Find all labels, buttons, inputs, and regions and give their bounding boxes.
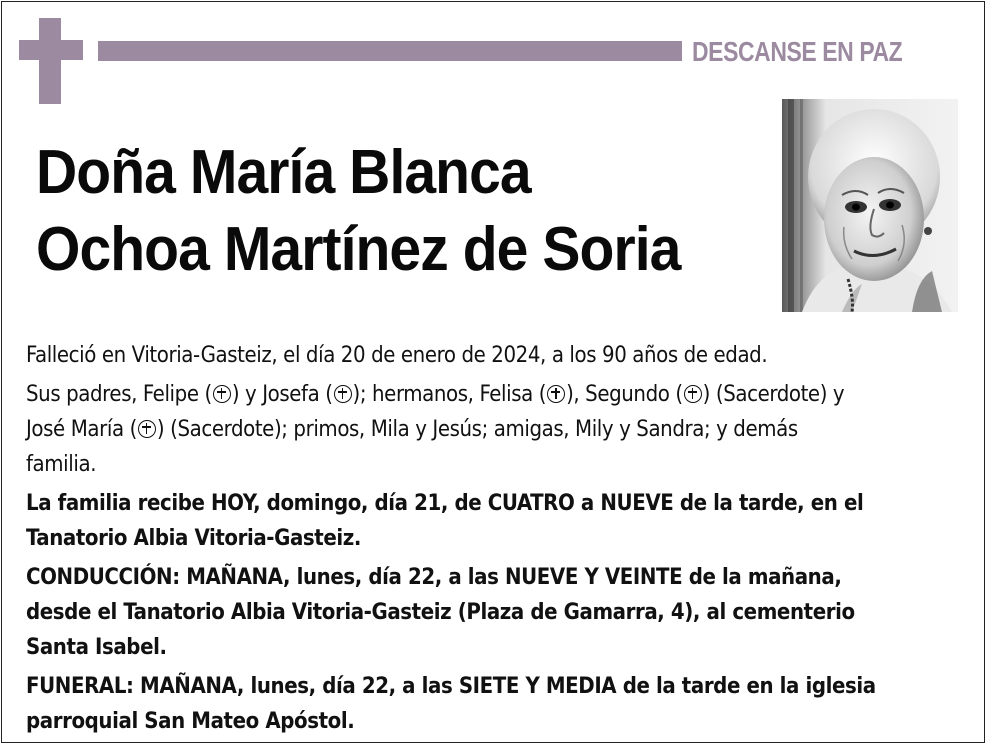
conduction-paragraph [26, 560, 966, 665]
death-paragraph [26, 338, 966, 373]
reception-paragraph [26, 486, 966, 556]
deceased-name [36, 134, 776, 288]
header-rule [98, 41, 682, 61]
header-label: DESCANSE EN PAZ [692, 36, 903, 67]
cross-icon [19, 18, 83, 104]
obituary-notice [1, 1, 985, 743]
conduction-line-3: Santa Isabel. [26, 635, 167, 660]
deceased-cross-icon [684, 385, 702, 403]
reception-line-1: La familia recibe HOY, domingo, día 21, de CUATRO a NUEVE de la tarde, en el [26, 491, 864, 516]
family-line-2: José María ( ) (Sacerdote); primos, Mila y Jesús; amigas, Mily y Sandra; y demás [26, 417, 798, 442]
deceased-cross-icon [138, 420, 156, 438]
funeral-line-1: FUNERAL: MAÑANA, lunes, día 22, a las SIETE Y MEDIA de la tarde en la iglesia [26, 674, 876, 699]
notice-body [26, 338, 966, 739]
family-paragraph [26, 377, 966, 482]
name-line-1: Doña María Blanca [36, 138, 531, 207]
conduction-line-2: desde el Tanatorio Albia Vitoria-Gasteiz (Plaza de Gamarra, 4), al cementerio [26, 600, 855, 625]
reception-line-2: Tanatorio Albia Vitoria-Gasteiz. [26, 526, 362, 551]
deceased-cross-icon [547, 385, 565, 403]
death-line: Falleció en Vitoria-Gasteiz, el día 20 de enero de 2024, a los 90 años de edad. [26, 343, 768, 368]
conduction-line-1: CONDUCCIÓN: MAÑANA, lunes, día 22, a las NUEVE Y VEINTE de la mañana, [26, 565, 842, 590]
funeral-line-2: parroquial San Mateo Apóstol. [26, 709, 355, 734]
family-line-1: Sus padres, Felipe ( ) y Josefa ( ); hermanos, Felisa ( ), Segundo ( ) (Sacerdote) y [26, 382, 845, 407]
deceased-cross-icon [334, 385, 352, 403]
family-line-3: familia. [26, 452, 97, 477]
funeral-paragraph [26, 669, 966, 739]
name-line-2: Ochoa Martínez de Soria [36, 215, 681, 284]
portrait-photo [782, 99, 958, 312]
deceased-cross-icon [213, 385, 231, 403]
